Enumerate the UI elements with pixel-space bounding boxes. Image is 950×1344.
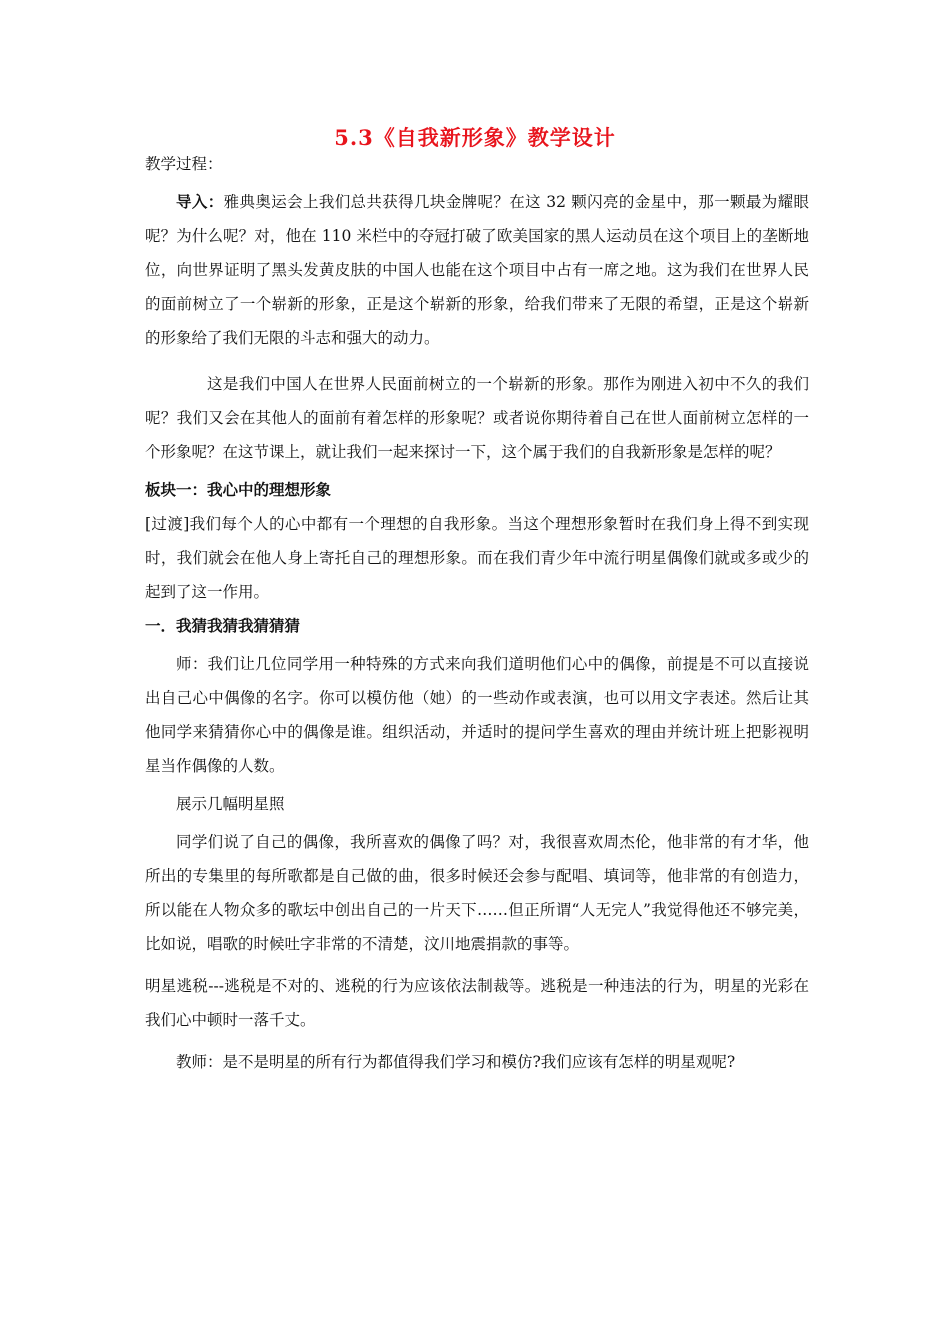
paragraph-2: 这是我们中国人在世界人民面前树立的一个崭新的形象。那作为刚进入初中不久的我们呢？我们又会在其他人的面前有着怎样的形象呢？或者说你期待着自己在世人面前树立怎样的一个形象呢？在这节课上，就让我们一起来探讨一下，这个属于我们的自我新形象是怎样的呢？: [145, 375, 809, 461]
section-1-heading: 板块一：我心中的理想形象: [145, 480, 332, 499]
intro-paragraph: [145, 179, 809, 361]
activity-heading: 一．我猜我猜我猜猜猜: [145, 616, 301, 635]
tax-paragraph: 明星逃税---逃税是不对的、逃税的行为应该依法制裁等。逃税是一种违法的行为，明星的光彩在我们心中顿时一落千丈。: [145, 977, 809, 1029]
question-paragraph: 教师：是不是明星的所有行为都值得我们学习和模仿?我们应该有怎样的明星观呢?: [176, 1053, 736, 1071]
intro-text: 雅典奥运会上我们总共获得几块金牌呢？在这 32 颗闪亮的金星中，那一颗最为耀眼呢？为什么呢？对，他在 110 米栏中的夺冠打破了欧美国家的黑人运动员在这个项目上的垄断地位，向世界证明了黑头发黄皮肤的中国人也能在这个项目中占有一席之地。这为我们在世界人民的面前树立了一个崭新的形象，正是这个崭新的形象，给我们带来了无限的希望，正是这个崭新的形象给了我们无限的斗志和强大的动力。: [145, 193, 809, 347]
document-title: 5.3《自我新形象》教学设计: [334, 125, 616, 150]
show-photos-line: 展示几幅明星照: [176, 795, 285, 813]
intro-label: 导入：: [176, 192, 224, 211]
process-label: 教学过程：: [145, 155, 223, 173]
teacher-paragraph: 师：我们让几位同学用一种特殊的方式来向我们道明他们心中的偶像，前提是不可以直接说出自己心中偶像的名字。你可以模仿他（她）的一些动作或表演，也可以用文字表述。然后让其他同学来猜猜你心中的偶像是谁。组织活动，并适时的提问学生喜欢的理由并统计班上把影视明星当作偶像的人数。: [145, 655, 809, 775]
transition-paragraph: [过渡]我们每个人的心中都有一个理想的自我形象。当这个理想形象暂时在我们身上得不到实现时，我们就会在他人身上寄托自己的理想形象。而在我们青少年中流行明星偶像们就或多或少的起到了这一作用。: [145, 515, 809, 601]
document-body: [145, 149, 809, 1085]
classmates-paragraph: 同学们说了自己的偶像，我所喜欢的偶像了吗？对，我很喜欢周杰伦，他非常的有才华，他所出的专集里的每所歌都是自己做的曲，很多时候还会参与配唱、填词等，他非常的有创造力，所以能在人物众多的歌坛中创出自己的一片天下……但正所谓“人无完人”我觉得他还不够完美，比如说，唱歌的时候吐字非常的不清楚，汶川地震捐款的事等。: [145, 833, 809, 953]
